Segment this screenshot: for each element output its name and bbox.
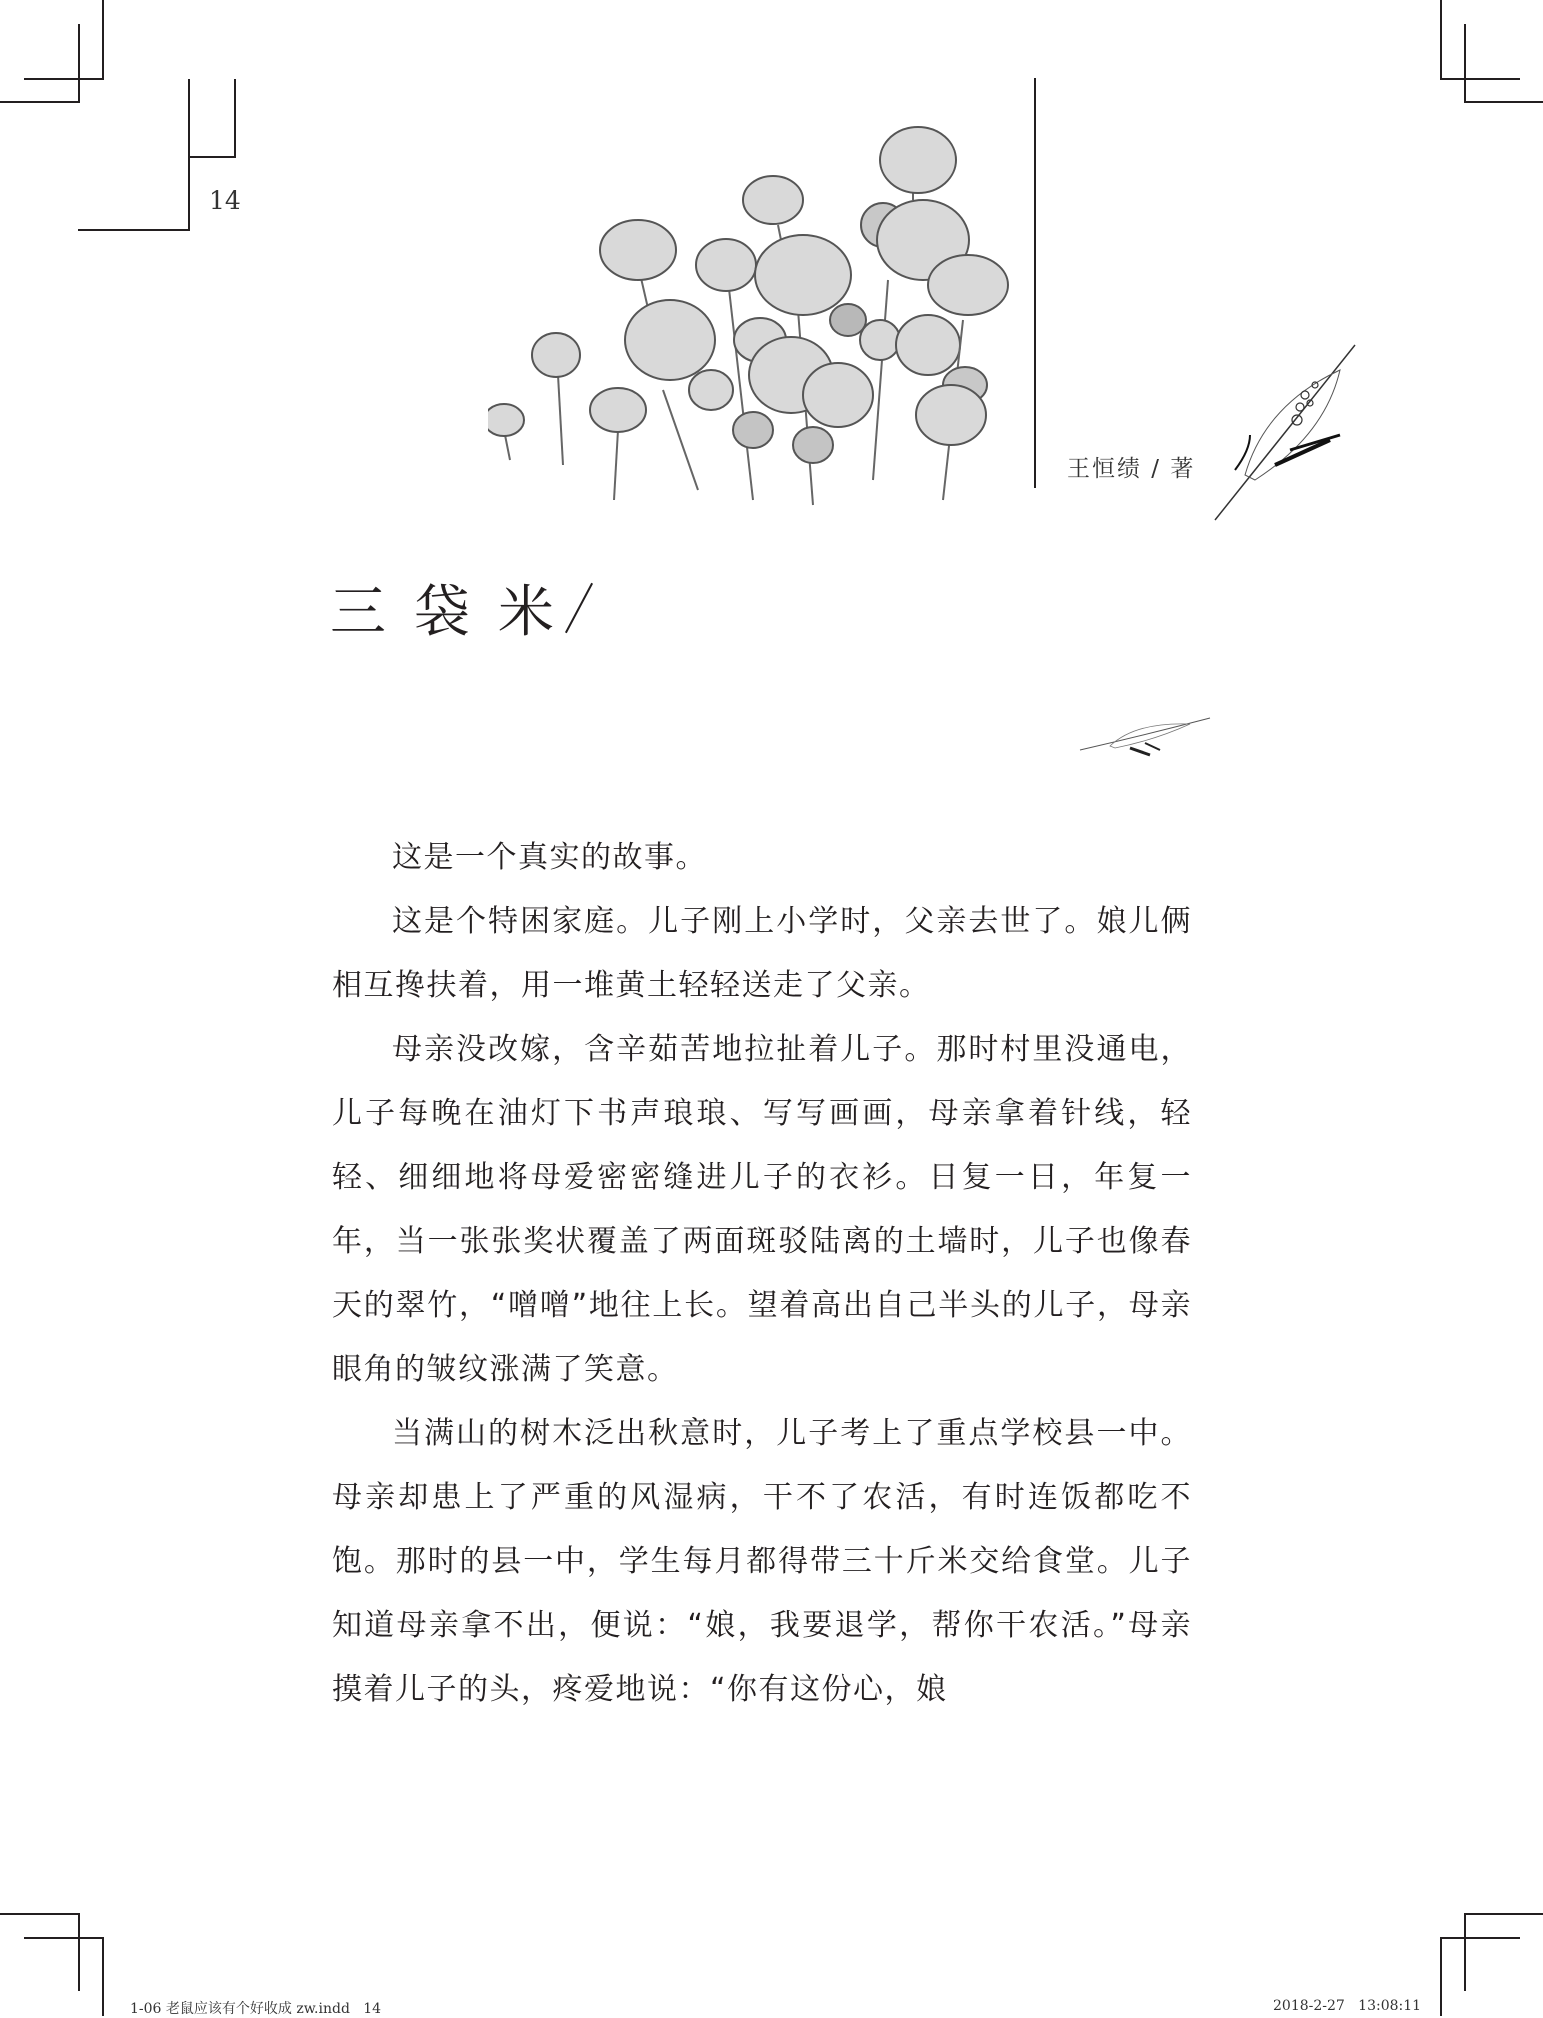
crop-mark — [1440, 1937, 1520, 1939]
crop-mark — [78, 24, 80, 103]
vertical-divider — [1034, 78, 1036, 488]
crop-mark — [234, 79, 236, 158]
crop-mark — [0, 1913, 80, 1915]
paragraph: 这是一个真实的故事。 — [392, 840, 707, 875]
paragraph: 这是个特困家庭。儿子刚上小学时，父亲去世了。娘儿俩相互搀扶着，用一堆黄土轻轻送走了父亲。 — [332, 904, 1192, 1003]
pennywort-illustration-icon — [488, 110, 1038, 540]
crop-mark — [1464, 24, 1466, 103]
crop-mark — [1464, 1913, 1466, 1991]
print-slug-timestamp: 2018-2-27 13:08:11 — [1273, 1998, 1422, 2014]
feather-small-icon — [1075, 710, 1215, 760]
author-byline: 王恒绩 / 著 — [1067, 456, 1196, 482]
crop-mark — [1464, 1913, 1543, 1915]
crop-mark — [24, 1937, 104, 1939]
crop-mark — [78, 1913, 80, 1991]
crop-mark — [1440, 0, 1442, 80]
paragraph: 母亲没改嫁，含辛茹苦地拉扯着儿子。那时村里没通电，儿子每晚在油灯下书声琅琅、写写画画，母亲拿着针线，轻轻、细细地将母爱密密缝进儿子的衣衫。日复一日，年复一年，当一张张奖状覆盖了两面斑驳陆离的土墙时，儿子也像春天的翠竹，“噌噌”地往上长。望着高出自己半头的儿子，母亲眼角的皱纹涨满了笑意。 — [332, 1032, 1192, 1387]
page-number: 14 — [209, 186, 241, 215]
crop-mark — [1440, 1937, 1442, 2016]
article-title — [330, 568, 580, 648]
crop-mark — [188, 79, 190, 230]
crop-mark — [24, 78, 104, 80]
paragraph: 当满山的树木泛出秋意时，儿子考上了重点学校县一中。母亲却患上了严重的风湿病，干不了农活，有时连饭都吃不饱。那时的县一中，学生每月都得带三十斤米交给食堂。儿子知道母亲拿不出，便说：“娘，我要退学，帮你干农活。”母亲摸着儿子的头，疼爱地说：“你有这份心，娘 — [332, 1416, 1192, 1707]
article-title-text: 三袋米 — [330, 580, 582, 645]
crop-mark — [0, 101, 80, 103]
crop-mark — [1440, 78, 1520, 80]
crop-mark — [188, 156, 235, 158]
crop-mark — [102, 0, 104, 80]
print-slug-file: 1-06 老鼠应该有个好收成 zw.indd 14 — [130, 2001, 382, 2017]
crop-mark — [102, 1937, 104, 2016]
crop-mark — [1464, 101, 1543, 103]
article-body — [332, 826, 1192, 1722]
feather-icon — [1205, 335, 1365, 525]
crop-mark — [78, 229, 190, 231]
